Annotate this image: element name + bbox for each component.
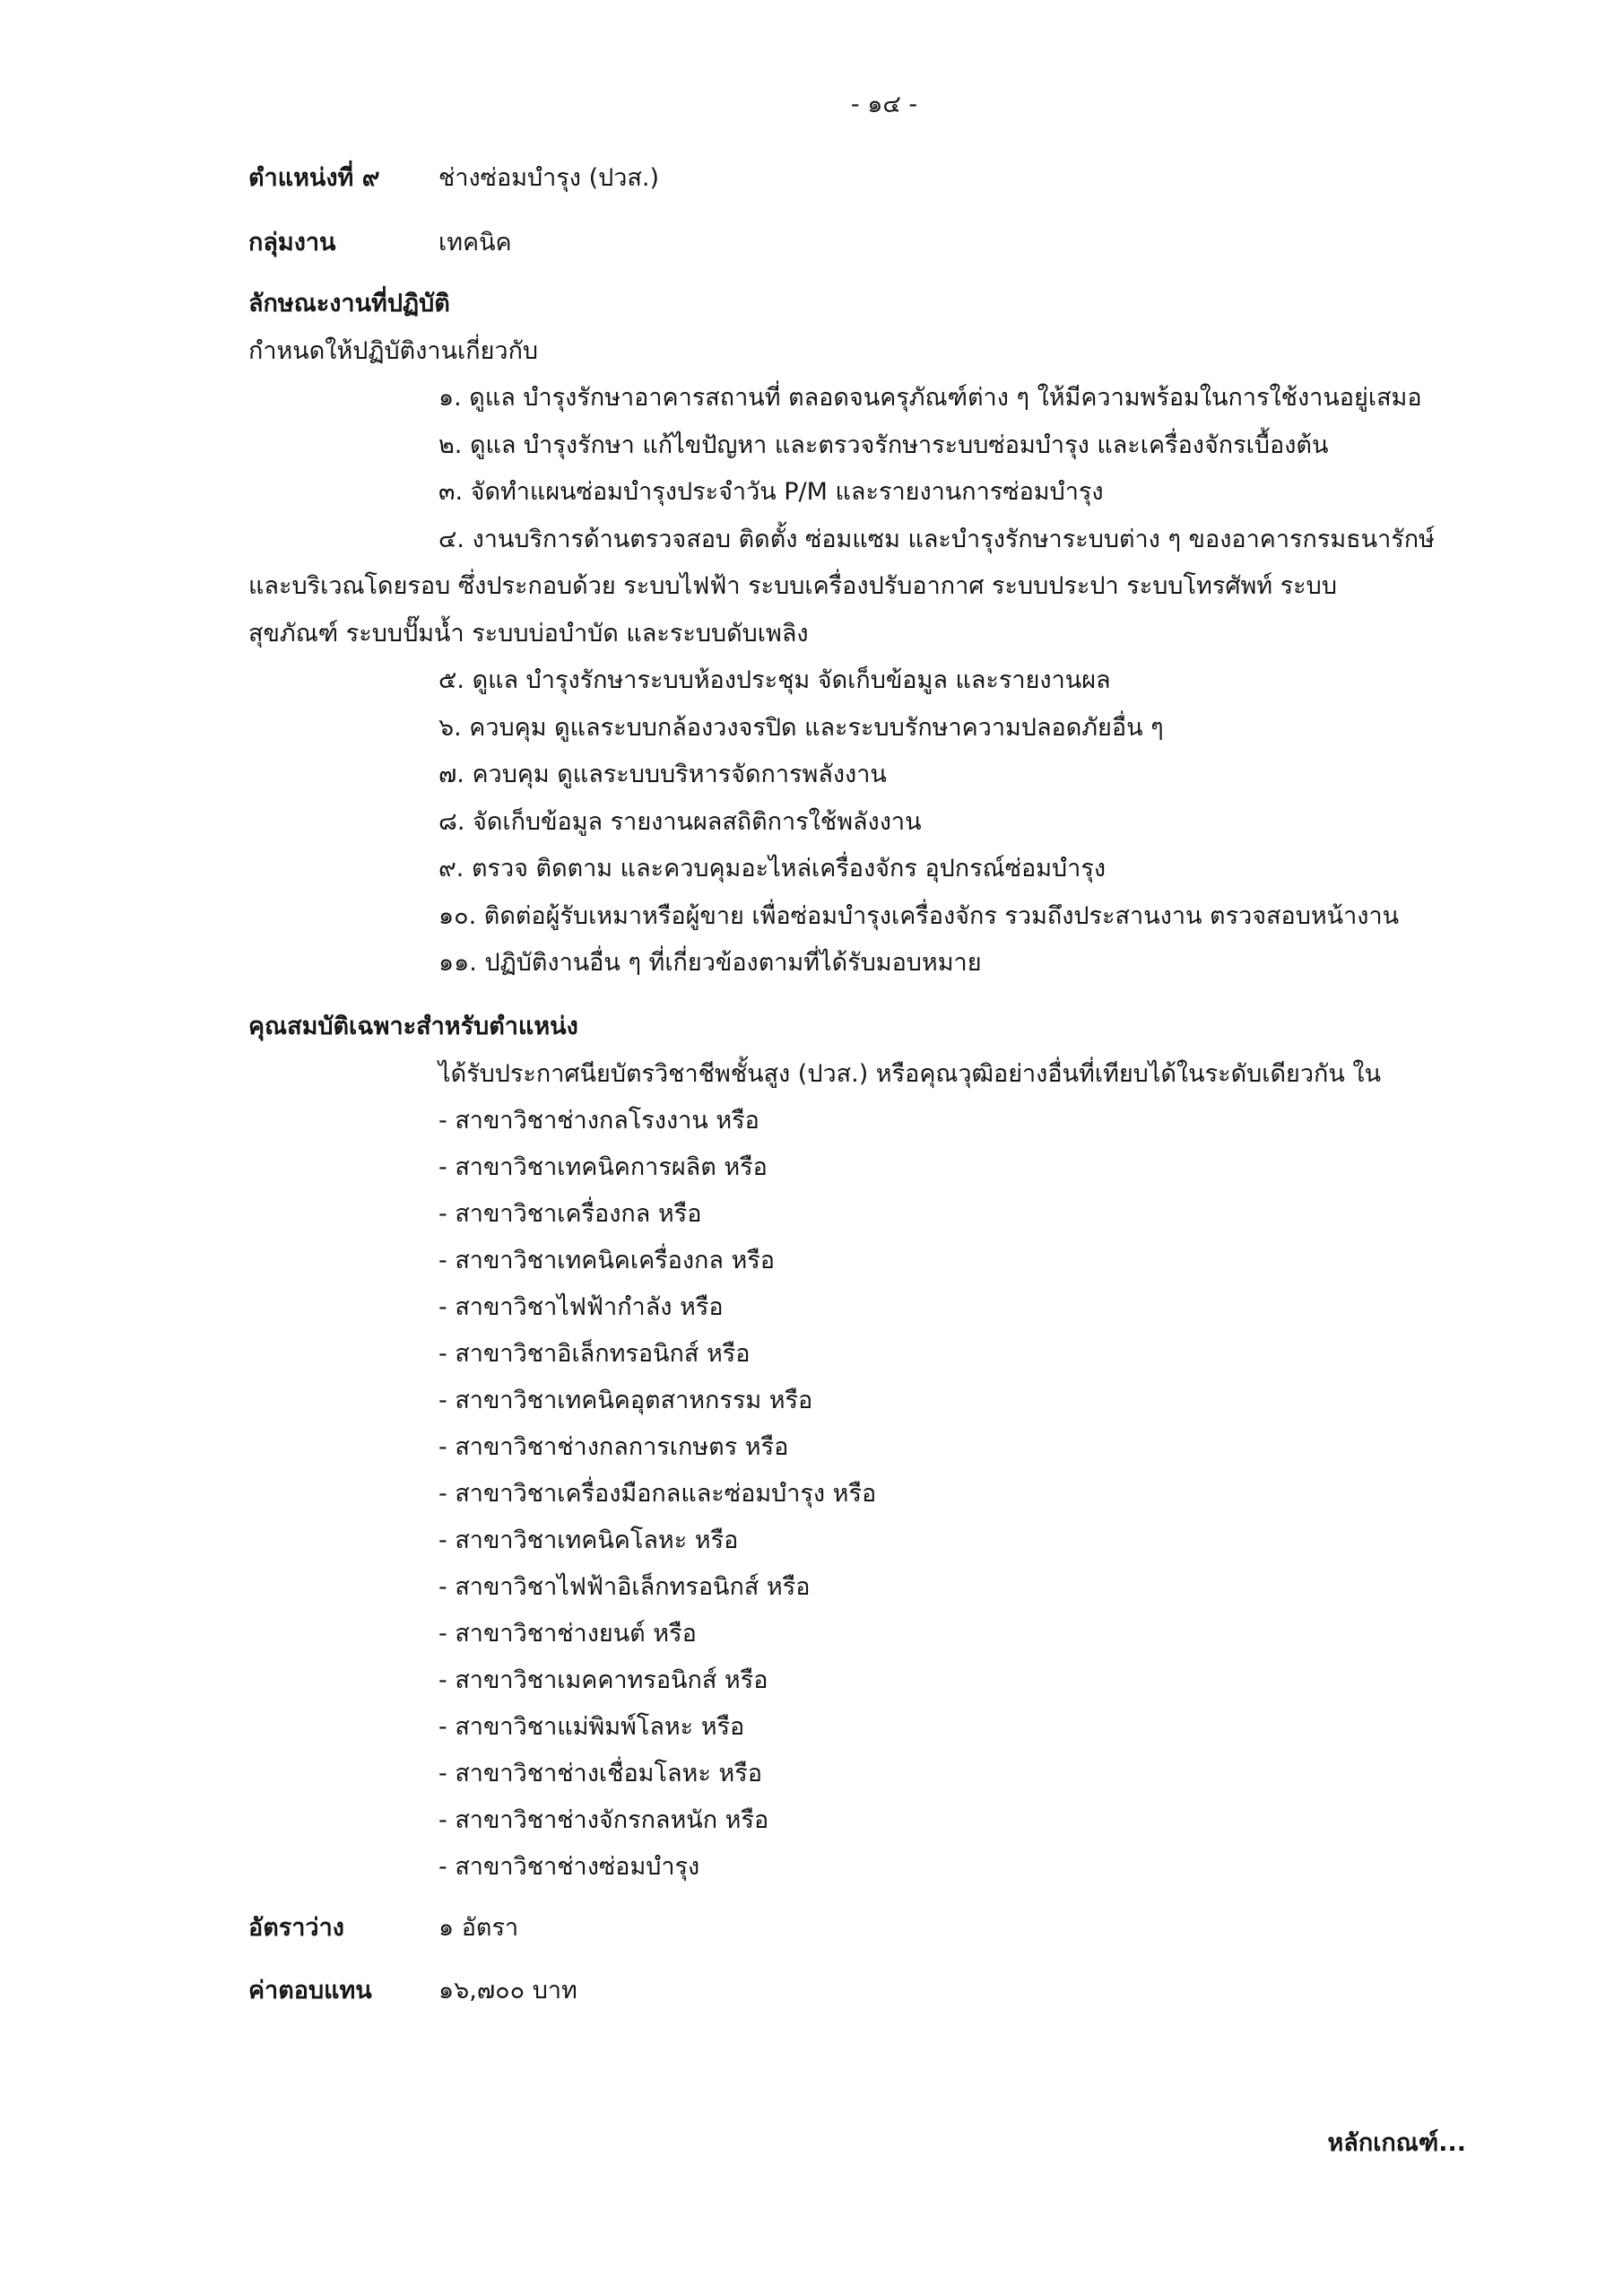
duties-heading: ลักษณะงานที่ปฏิบัติ bbox=[248, 290, 450, 317]
duty-item: ๖. ควบคุม ดูแลระบบกล้องวงจรปิด และระบบรักษาความปลอดภัยอื่น ๆ bbox=[438, 713, 1164, 742]
field-item: - สาขาวิชาเครื่องกล หรือ bbox=[438, 1200, 702, 1228]
field-item: - สาขาวิชาเทคนิคเครื่องกล หรือ bbox=[438, 1247, 776, 1274]
qualifications-section bbox=[248, 1003, 1469, 1891]
qualifications-intro: ได้รับประกาศนียบัตรวิชาชีพชั้นสูง (ปวส.) หรือคุณวุฒิอย่างอื่นที่เทียบได้ในระดับเดียวกัน ใน bbox=[438, 1060, 1382, 1088]
salary-value: ๑๖,๗๐๐ บาท bbox=[438, 1977, 577, 2005]
field-item: - สาขาวิชาไฟฟ้ากำลัง หรือ bbox=[438, 1293, 724, 1321]
duties-section bbox=[248, 281, 1469, 987]
qualifications-heading: คุณสมบัติเฉพาะสำหรับตำแหน่ง bbox=[248, 1013, 578, 1040]
field-item: - สาขาวิชาช่างซ่อมบำรุง bbox=[438, 1853, 700, 1881]
vacancy-label: อัตราว่าง bbox=[248, 1914, 344, 1942]
field-item: - สาขาวิชาช่างกลการเกษตร หรือ bbox=[438, 1433, 789, 1461]
duty-item: ๔. งานบริการด้านตรวจสอบ ติดตั้ง ซ่อมแซม และบำรุงรักษาระบบต่าง ๆ ของอาคารกรมธนารักษ์ bbox=[438, 525, 1435, 553]
salary-label: ค่าตอบแทน bbox=[248, 1977, 372, 2005]
page-number: - ๑๔ - bbox=[850, 91, 918, 118]
salary-row bbox=[248, 1968, 1469, 2014]
field-item: - สาขาวิชาช่างจักรกลหนัก หรือ bbox=[438, 1806, 769, 1834]
duty-item: ๑๐. ติดต่อผู้รับเหมาหรือผู้ขาย เพื่อซ่อมบำรุงเครื่องจักร รวมถึงประสานงาน ตรวจสอบหน้างาน bbox=[438, 901, 1400, 930]
document-body bbox=[248, 155, 1469, 2014]
duty-item: ๙. ตรวจ ติดตาม และควบคุมอะไหล่เครื่องจักร อุปกรณ์ซ่อมบำรุง bbox=[438, 855, 1107, 883]
duty-item: ๕. ดูแล บำรุงรักษาระบบห้องประชุม จัดเก็บข้อมูล และรายงานผล bbox=[438, 666, 1111, 694]
field-item: - สาขาวิชาไฟฟ้าอิเล็กทรอนิกส์ หรือ bbox=[438, 1573, 811, 1601]
field-item: - สาขาวิชาแม่พิมพ์โลหะ หรือ bbox=[438, 1713, 745, 1741]
field-item: - สาขาวิชาเทคนิคการผลิต หรือ bbox=[438, 1153, 768, 1181]
position-value: ช่างซ่อมบำรุง (ปวส.) bbox=[438, 164, 660, 192]
field-item: - สาขาวิชาช่างเชื่อมโลหะ หรือ bbox=[438, 1760, 762, 1787]
field-item: - สาขาวิชาเทคนิคโลหะ หรือ bbox=[438, 1526, 739, 1554]
duty-item: ๗. ควบคุม ดูแลระบบบริหารจัดการพลังงาน bbox=[438, 761, 887, 788]
duty-item: ๑. ดูแล บำรุงรักษาอาคารสถานที่ ตลอดจนครุภัณฑ์ต่าง ๆ ให้มีความพร้อมในการใช้งานอยู่เสมอ bbox=[438, 384, 1422, 412]
position-row bbox=[248, 155, 1469, 202]
field-item: - สาขาวิชาอิเล็กทรอนิกส์ หรือ bbox=[438, 1340, 751, 1368]
group-row bbox=[248, 220, 1469, 266]
duties-intro: กำหนดให้ปฏิบัติงานเกี่ยวกับ bbox=[248, 336, 539, 365]
duty-item: ๒. ดูแล บำรุงรักษา แก้ไขปัญหา และตรวจรักษาระบบซ่อมบำรุง และเครื่องจักรเบื้องต้น bbox=[438, 430, 1329, 459]
vacancy-value: ๑ อัตรา bbox=[438, 1914, 519, 1942]
next-page-note: หลักเกณฑ์... bbox=[1327, 2129, 1466, 2157]
duty-item: ๘. จัดเก็บข้อมูล รายงานผลสถิติการใช้พลังงาน bbox=[438, 807, 922, 836]
field-item: - สาขาวิชาเครื่องมือกลและซ่อมบำรุง หรือ bbox=[438, 1480, 877, 1508]
duty-item-continuation: สุขภัณฑ์ ระบบปั๊มน้ำ ระบบบ่อบำบัด และระบบดับเพลิง bbox=[248, 619, 809, 648]
position-label: ตำแหน่งที่ ๙ bbox=[248, 164, 380, 192]
duty-item: ๑๑. ปฏิบัติงานอื่น ๆ ที่เกี่ยวข้องตามที่ได้รับมอบหมาย bbox=[438, 949, 982, 977]
field-item: - สาขาวิชาช่างกลโรงงาน หรือ bbox=[438, 1107, 759, 1135]
field-item: - สาขาวิชาเทคนิคอุตสาหกรรม หรือ bbox=[438, 1387, 813, 1414]
group-label: กลุ่มงาน bbox=[248, 229, 336, 257]
vacancy-row bbox=[248, 1905, 1469, 1952]
duty-item: ๓. จัดทำแผนซ่อมบำรุงประจำวัน P/M และรายงานการซ่อมบำรุง bbox=[438, 478, 1104, 506]
field-item: - สาขาวิชาช่างยนต์ หรือ bbox=[438, 1620, 697, 1648]
field-item: - สาขาวิชาเมคคาทรอนิกส์ หรือ bbox=[438, 1666, 768, 1694]
duty-item-continuation: และบริเวณโดยรอบ ซึ่งประกอบด้วย ระบบไฟฟ้า ระบบเครื่องปรับอากาศ ระบบประปา ระบบโทรศัพท์ ระบบ bbox=[248, 572, 1337, 600]
group-value: เทคนิค bbox=[438, 229, 512, 257]
